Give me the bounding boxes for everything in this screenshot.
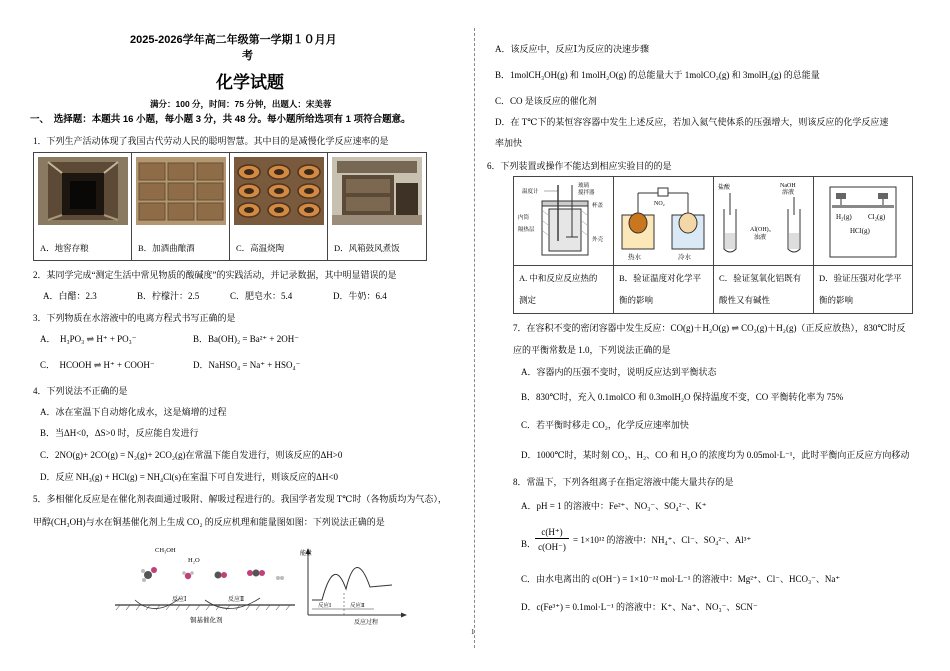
exam-subject-title: 化学试题 bbox=[216, 73, 284, 92]
q1-option-b[interactable] bbox=[132, 153, 230, 260]
label-lid: 杯盖 bbox=[592, 203, 604, 209]
page-number: 1 bbox=[471, 628, 475, 636]
bellows-photo bbox=[332, 157, 422, 225]
q3-stem: 3．下列物质在水溶液中的电离方程式书写正确的是 bbox=[33, 313, 236, 323]
label-glass: 玻璃 bbox=[578, 183, 590, 189]
q8-b-numerator: c(H⁺) bbox=[535, 527, 569, 539]
label-reaction-2: 反应Ⅱ bbox=[228, 597, 245, 603]
column-divider bbox=[474, 28, 475, 648]
q8-option-b[interactable] bbox=[521, 527, 911, 563]
label-cold-water: 冷水 bbox=[678, 254, 691, 261]
label-insulation: 隔热层 bbox=[518, 227, 535, 233]
q2-stem: 2．某同学完成“测定生活中常见物质的酸碱度”的实践活动，并记录数据，其中明显错误的是 bbox=[33, 270, 397, 280]
q5-mechanism-figure bbox=[110, 540, 300, 625]
label-cu-catalyst: 铜基催化剂 bbox=[190, 617, 223, 624]
cellar-photo bbox=[38, 157, 128, 225]
q7-option-c[interactable]: C．若平衡时移走 CO₂，化学反应速率加快 bbox=[521, 420, 689, 430]
q5-option-d-line2: 率加快 bbox=[495, 138, 523, 148]
q8-b-label: B． bbox=[521, 539, 537, 549]
pressure-cylinder-figure bbox=[816, 179, 910, 263]
q7-option-d[interactable]: D．1000℃时，某时刻 CO₂、H₂、CO 和 H₂O 的浓度均为 0.05mol·L⁻¹，此时平衡向正反应方向移动 bbox=[521, 450, 910, 460]
label-ch3oh: CH₃OH bbox=[155, 547, 176, 554]
q8-b-text: = 1×10¹² 的溶液中：NH₄⁺、Cl⁻、SO₄²⁻、Al³⁺ bbox=[573, 535, 752, 545]
energy-x-label: 反应过程 bbox=[354, 620, 379, 625]
q7-option-a[interactable]: A．容器内的压强不变时，说明反应达到平衡状态 bbox=[521, 367, 717, 377]
label-naoh: NaOH bbox=[780, 183, 796, 189]
q6-option-c[interactable] bbox=[714, 177, 814, 313]
q6-option-b[interactable] bbox=[614, 177, 714, 313]
q5-option-b[interactable]: B．1molCH₃OH(g) 和 1molH₂O(g) 的总能量大于 1molCO₂(g) 和 3molH₂(g) 的总能量 bbox=[495, 70, 820, 80]
q1-caption-b: B．加酒曲酿酒 bbox=[138, 243, 195, 254]
label-cl2-gas: Cl₂(g) bbox=[868, 213, 886, 221]
q6-apparatus-table bbox=[513, 176, 913, 314]
label-inner-cup: 内筒 bbox=[518, 215, 530, 221]
q1-image-row bbox=[33, 152, 427, 261]
no2-equilibrium-figure bbox=[616, 179, 712, 263]
header-line2: 考 bbox=[242, 50, 253, 62]
q5-option-d-line1[interactable]: D．在 T℃下的某恒容容器中发生上述反应，若加入氦气使体系的压强增大，则该反应的化学反应速 bbox=[495, 117, 889, 127]
calorimeter-figure bbox=[516, 179, 612, 263]
q6-option-a[interactable] bbox=[514, 177, 614, 313]
q1-option-c[interactable] bbox=[230, 153, 328, 260]
q5-energy-diagram bbox=[300, 545, 410, 625]
q4-option-d[interactable]: D．反应 NH₃(g) + HCl(g) = NH₄Cl(s)在室温下可自发进行，则该反应的ΔH<0 bbox=[40, 472, 339, 482]
q6-stem: 6．下列装置或操作不能达到相应实验目的的是 bbox=[487, 161, 672, 171]
pottery-photo bbox=[234, 157, 324, 225]
label-solution: 溶液 bbox=[782, 190, 795, 196]
q5-stem-2: 甲醇(CH₃OH)与水在铜基催化剂上生成 CO₂ 的反应机理和能量图如图：下列说法正确的是 bbox=[33, 517, 385, 527]
label-outer-shell: 外壳 bbox=[592, 237, 604, 243]
q8-option-c[interactable]: C．由水电离出的 c(OH⁻) = 1×10⁻¹² mol·L⁻¹ 的溶液中：Mg²⁺、Cl⁻、HCO₃⁻、Na⁺ bbox=[521, 574, 841, 584]
molecule-co2 bbox=[247, 570, 265, 577]
q5-stem-1: 5．多相催化反应是在催化剂表面通过吸附、解吸过程进行的。我国学者发现 T℃时（各物质均为气态）， bbox=[33, 494, 447, 504]
label-h2-gas: H₂(g) bbox=[836, 213, 852, 221]
q6-option-d[interactable] bbox=[814, 177, 912, 313]
q3-option-d[interactable]: D．NaHSO₄ = Na⁺ + HSO₄⁻ bbox=[193, 360, 301, 370]
yeast-bricks-photo bbox=[136, 157, 226, 225]
q3-option-a[interactable]: A． H₃PO₃ ⇌ H⁺ + PO₃⁻ bbox=[40, 334, 137, 344]
label-hydrochloric-acid: 盐酸 bbox=[718, 185, 731, 191]
label-thermometer: 温度计 bbox=[522, 189, 539, 195]
q5-option-a[interactable]: A．该反应中，反应Ⅰ为反应的决速步骤 bbox=[495, 44, 650, 54]
label-aloh3: Al(OH)₃ bbox=[750, 227, 771, 233]
q2-option-d[interactable]: D．牛奶：6.4 bbox=[333, 291, 387, 301]
q6-caption-b: B．验证温度对化学平衡的影响 bbox=[619, 273, 702, 305]
q6-caption-c: C．验证氢氧化铝既有酸性又有碱性 bbox=[719, 273, 802, 305]
q4-stem: 4．下列说法不正确的是 bbox=[33, 386, 128, 396]
q4-option-c[interactable]: C．2NO(g)+ 2CO(g) = N₂(g)+ 2CO₂(g)在常温下能自发进行，则该反应的ΔH>0 bbox=[40, 450, 343, 460]
label-no2: NO₂ bbox=[654, 201, 665, 207]
label-hcl-gas: HCl(g) bbox=[850, 227, 870, 235]
energy-r2-label: 反应Ⅱ bbox=[350, 603, 365, 609]
label-h2o: H₂O bbox=[188, 557, 200, 564]
section-heading: 一、 选择题：本题共 16 小题，每小题 3 分，共 48 分。每小题所给选项有 1 项符合题意。 bbox=[30, 114, 411, 125]
q1-caption-a: A．地窖存粮 bbox=[40, 243, 89, 254]
q8-stem: 8．常温下，下列各组离子在指定溶液中能大量共存的是 bbox=[513, 477, 734, 487]
molecule-h2 bbox=[276, 576, 284, 580]
molecule-co bbox=[215, 572, 228, 579]
label-stirrer: 搅拌器 bbox=[578, 190, 595, 196]
q1-stem: 1．下列生产活动体现了我国古代劳动人民的聪明智慧。其中目的是减慢化学反应速率的是 bbox=[33, 136, 389, 146]
q8-b-denominator: c(OH⁻) bbox=[538, 542, 566, 552]
q8-option-d[interactable]: D．c(Fe³⁺) = 0.1mol·L⁻¹ 的溶液中：K⁺、Na⁺、NO₃⁻、SCN⁻ bbox=[521, 602, 758, 612]
q7-option-b[interactable]: B．830℃时，充入 0.1molCO 和 0.3molH₂O 保持温度不变，CO 平衡转化率为 75% bbox=[521, 392, 844, 402]
q6-caption-d: D．验证压强对化学平衡的影响 bbox=[819, 273, 902, 305]
label-hot-water: 热水 bbox=[628, 254, 641, 261]
q4-option-b[interactable]: B．当ΔH<0，ΔS>0 时，反应能自发进行 bbox=[40, 428, 199, 438]
exam-meta: 满分：100 分，时间：75 分钟，出题人：宋美蓉 bbox=[150, 99, 332, 109]
energy-r1-label: 反应Ⅰ bbox=[318, 603, 332, 609]
q7-stem-2: 应的平衡常数是 1.0，下列说法正确的是 bbox=[513, 345, 671, 355]
energy-axis-label: 能量 bbox=[300, 551, 313, 557]
label-reaction-1: 反应Ⅰ bbox=[172, 597, 187, 603]
q1-caption-d: D．风箱鼓风煮饭 bbox=[334, 243, 400, 254]
q6-caption-a: A. 中和反应反应热的测定 bbox=[519, 273, 598, 305]
q1-option-d[interactable] bbox=[328, 153, 426, 260]
q5-option-c[interactable]: C．CO 是该反应的催化剂 bbox=[495, 96, 597, 106]
q1-option-a[interactable] bbox=[34, 153, 132, 260]
molecule-h2o bbox=[182, 571, 194, 579]
molecule-ch3oh bbox=[141, 567, 157, 582]
q4-option-a[interactable]: A．冰在室温下自动熔化成水，这是熵增的过程 bbox=[40, 407, 227, 417]
label-suspension: 浊液 bbox=[754, 235, 767, 241]
header-line1: 2025-2026学年高二年级第一学期１０月月 bbox=[130, 34, 337, 46]
q7-stem-1: 7．在容积不变的密闭容器中发生反应：CO(g)＋H₂O(g) ⇌ CO₂(g)＋H₂(g)（正反应放热），830℃时反 bbox=[513, 323, 906, 333]
q2-option-c[interactable]: C．肥皂水：5.4 bbox=[230, 291, 293, 301]
q1-caption-c: C．高温烧陶 bbox=[236, 243, 285, 254]
q2-option-a[interactable]: A．白醋：2.3 bbox=[43, 291, 97, 301]
q3-option-b[interactable]: B．Ba(OH)₂ = Ba²⁺ + 2OH⁻ bbox=[193, 334, 299, 344]
q2-option-b[interactable]: B．柠檬汁：2.5 bbox=[137, 291, 200, 301]
q8-option-a[interactable]: A．pH = 1 的溶液中：Fe²⁺、NO₃⁻、SO₄²⁻、K⁺ bbox=[521, 501, 707, 511]
aloh3-test-figure bbox=[716, 179, 812, 263]
q3-option-c[interactable]: C． HCOOH ⇌ H⁺ + COOH⁻ bbox=[40, 360, 155, 370]
